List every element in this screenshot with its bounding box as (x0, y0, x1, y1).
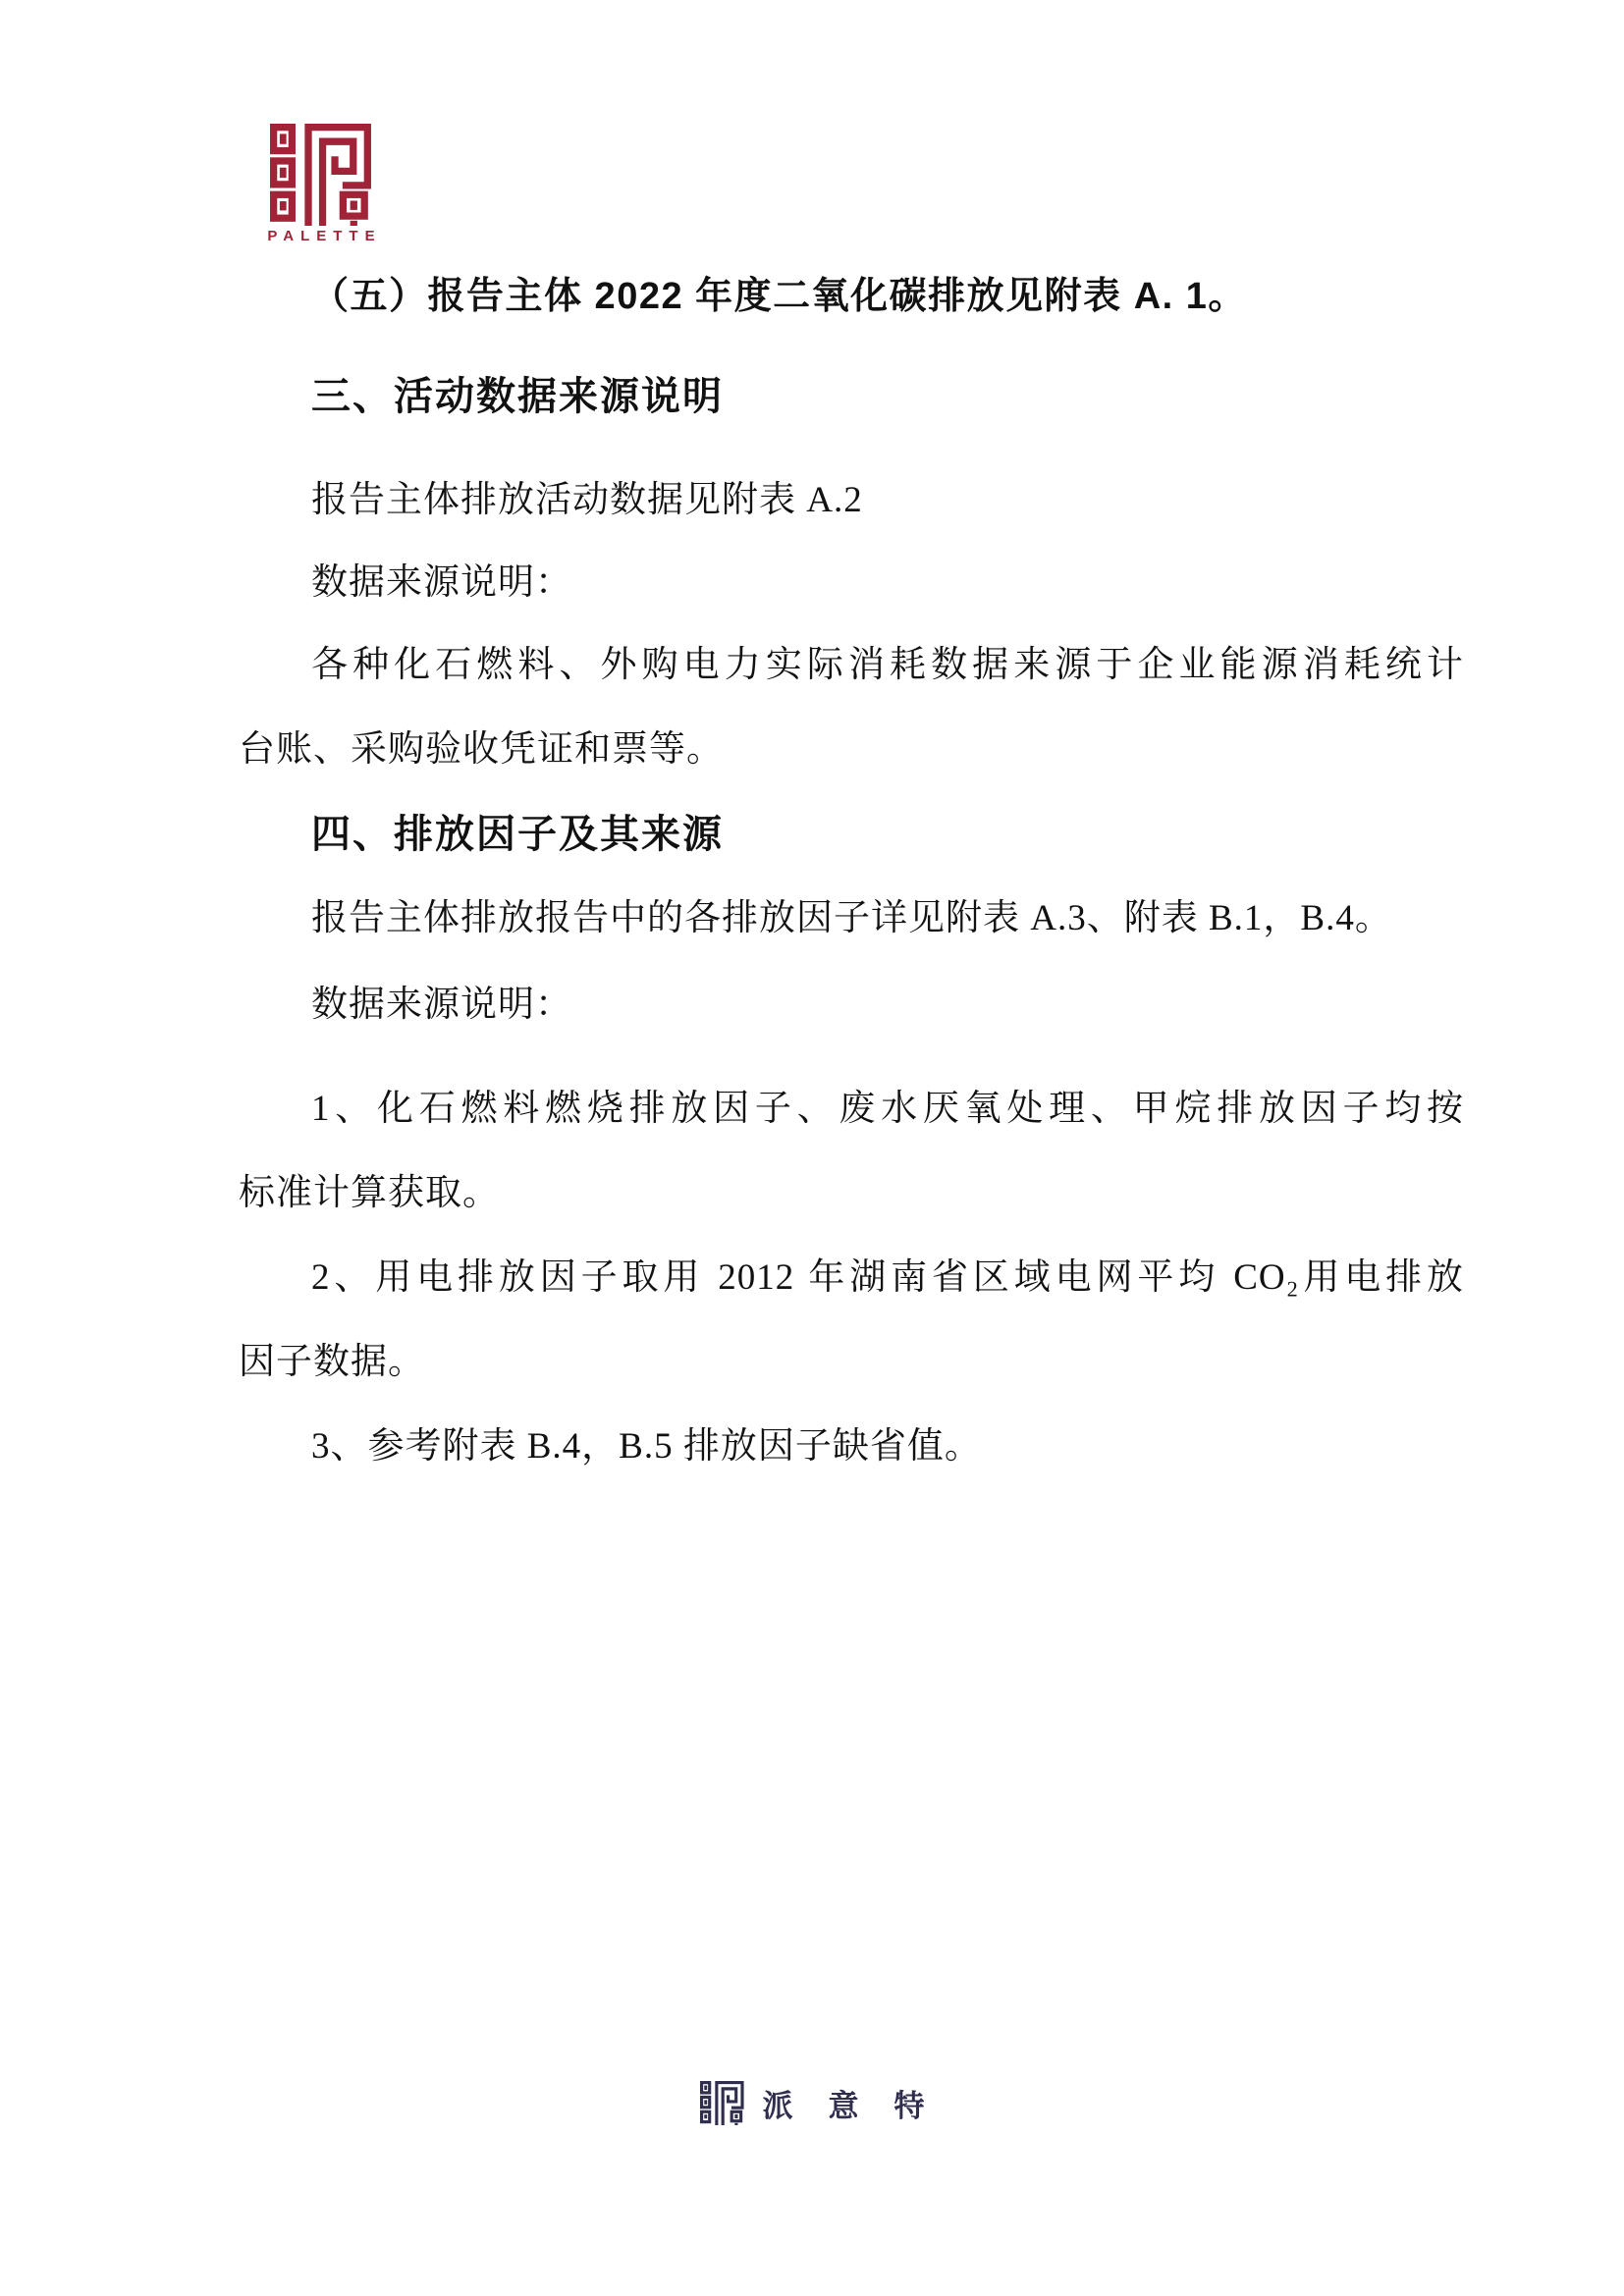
line-data-source-label-2: 数据来源说明： (311, 985, 572, 1025)
heading-emission-factors: 四、排放因子及其来源 (311, 813, 724, 856)
line-fuel-consumption-part1: 各种化石燃料、外购电力实际消耗数据来源于企业能源消耗统计 (311, 645, 1464, 685)
heading-activity-data-source: 三、活动数据来源说明 (311, 375, 724, 418)
list-item-1-part2: 标准计算获取。 (239, 1173, 500, 1213)
list-item-2-part1: 2、用电排放因子取用 2012 年湖南省区域电网平均 CO₂用电排放 (311, 1257, 1465, 1298)
paiyite-wordmark: 派意特 (762, 2089, 960, 2123)
footer (700, 2081, 960, 2125)
palette-logo-icon (269, 124, 373, 226)
palette-logo-wordmark: PALETTE (267, 228, 382, 244)
line-emission-factors-detail: 报告主体排放报告中的各排放因子详见附表 A.3、附表 B.1，B.4。 (311, 898, 1392, 938)
line-activity-data-a2: 报告主体排放活动数据见附表 A.2 (311, 480, 863, 520)
list-item-1-part1: 1、化石燃料燃烧排放因子、废水厌氧处理、甲烷排放因子均按 (311, 1089, 1464, 1129)
line-report-co2-a1: （五）报告主体 2022 年度二氧化碳排放见附表 A. 1。 (311, 276, 1247, 317)
paiyite-logo-icon (700, 2081, 745, 2125)
palette-logo (266, 124, 382, 244)
list-item-2-part2: 因子数据。 (239, 1342, 425, 1382)
line-fuel-consumption-part2: 台账、采购验收凭证和票等。 (239, 729, 724, 770)
line-data-source-label-1: 数据来源说明： (311, 562, 572, 603)
list-item-3: 3、参考附表 B.4，B.5 排放因子缺省值。 (311, 1426, 982, 1467)
